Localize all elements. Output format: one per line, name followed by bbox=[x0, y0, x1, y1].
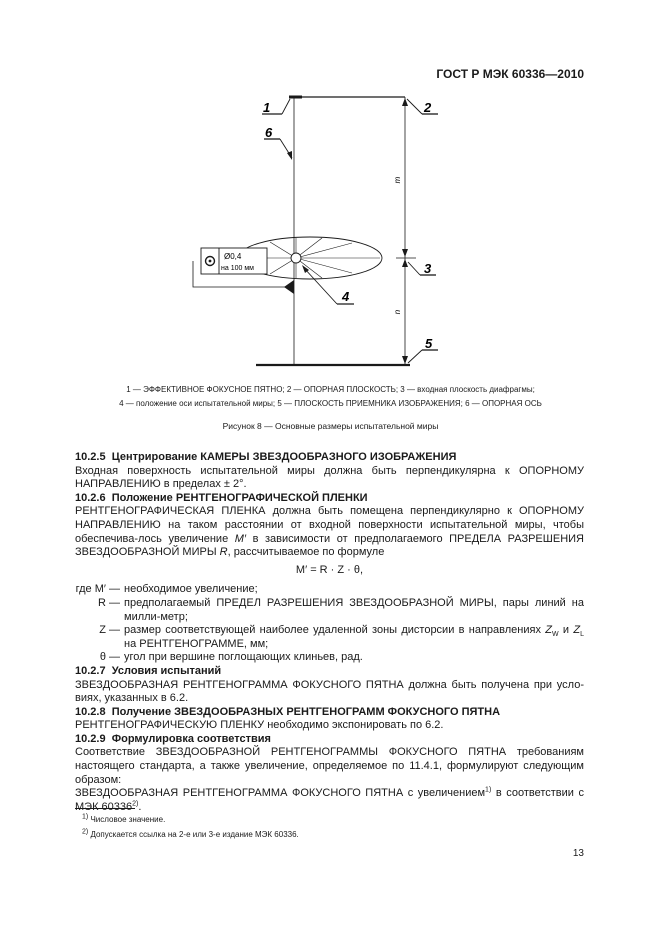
arrow-bottom bbox=[402, 356, 408, 364]
body-text bbox=[75, 451, 584, 814]
callout-6 bbox=[264, 125, 292, 160]
datum-triangle bbox=[284, 280, 294, 294]
page-number: 13 bbox=[572, 848, 584, 859]
definition-item: Z — размер соответствующей наиболее удаленной зоны дисторсии в направлениях $Z_W$ и $Z_L$ на РЕНТГЕНОГРАММЕ, мм; bbox=[99, 624, 584, 650]
section-10-2-5-heading: 10.2.5 Центрирование КАМЕРЫ ЗВЕЗДООБРАЗНОГО ИЗОБРАЖЕНИЯ bbox=[75, 451, 457, 463]
document-header: ГОСТ Р МЭК 60336—2010 bbox=[436, 67, 584, 81]
section-10-2-7-text: ЗВЕЗДООБРАЗНАЯ РЕНТГЕНОГРАММА ФОКУСНОГО ПЯТНА должна быть получена при усло-виях, указанных в 6.2. bbox=[75, 678, 584, 705]
section-10-2-8-text: РЕНТГЕНОГРАФИЧЕСКУЮ ПЛЕНКУ необходимо экспонировать по 6.2. bbox=[75, 719, 444, 732]
callout-2 bbox=[407, 99, 438, 115]
section-10-2-9-text: Соответствие ЗВЕЗДООБРАЗНОЙ РЕНТГЕНОГРАММЫ ФОКУСНОГО ПЯТНА требованиям настоящего стандарта, а также увеличение, определяемое по 11.4.1, формулируют следующим образом: bbox=[75, 746, 584, 786]
pattern-center bbox=[291, 253, 301, 263]
svg-text:2: 2 bbox=[424, 100, 432, 115]
section-10-2-5-text: Входная поверхность испытательной миры должна быть перпендикулярна к ОПОРНОМУ НАПРАВЛЕНИЮ в пределах ± 2°. bbox=[75, 464, 584, 491]
section-10-2-7-heading: 10.2.7 Условия испытаний bbox=[75, 664, 222, 677]
section-10-2-9-heading: 10.2.9 Формулировка соответствия bbox=[75, 732, 271, 745]
figure-caption: Рисунок 8 — Основные размеры испытательной миры bbox=[222, 421, 439, 431]
figure-legend-line-2: 4 — положение оси испытательной миры; 5 — ПЛОСКОСТЬ ПРИЕМНИКА ИЗОБРАЖЕНИЯ; 6 — ОПОРНАЯ ОСЬ bbox=[119, 399, 542, 408]
definition-item: θ — угол при вершине поглощающих клиньев, рад. bbox=[99, 651, 363, 664]
definition-item: R — предполагаемый ПРЕДЕЛ РАЗРЕШЕНИЯ ЗВЕЗДООБРАЗНОЙ МИРЫ, пары линий на милли-метр; bbox=[98, 596, 584, 623]
svg-text:5: 5 bbox=[425, 336, 433, 351]
footnote-1: $^{1)}$ Числовое значение. bbox=[82, 813, 166, 824]
dim-m-label: m bbox=[393, 176, 402, 184]
figure-8-diagram bbox=[0, 0, 661, 380]
definitions-list bbox=[75, 583, 584, 665]
arrow-mid-down bbox=[402, 259, 408, 267]
definition-item: где M′ — необходимое увеличение; bbox=[75, 583, 258, 596]
section-10-2-6-heading: 10.2.6 Положение РЕНТГЕНОГРАФИЧЕСКОЙ ПЛЕНКИ bbox=[75, 491, 368, 504]
callout-4 bbox=[302, 265, 354, 304]
callout-1 bbox=[262, 99, 290, 115]
per-label: на 100 мм bbox=[221, 265, 254, 272]
section-10-2-8-heading: 10.2.8 Получение ЗВЕЗДООБРАЗНЫХ РЕНТГЕНОГРАММ ФОКУСНОГО ПЯТНА bbox=[75, 705, 501, 718]
section-10-2-6-text: РЕНТГЕНОГРАФИЧЕСКАЯ ПЛЕНКА должна быть помещена перпендикулярно к ОПОРНОМУ НАПРАВЛЕНИЮ на таком расстоянии от входной поверхности испытательной миры, чтобы обеспечива-лось увеличение M′ в зависимости от предполагаемого ПРЕДЕЛА РАЗРЕШЕНИЯ ЗВЕЗДООБРАЗНОЙ МИРЫ R, рассчитываемое по формуле bbox=[75, 505, 584, 559]
diameter-label: Ø0,4 bbox=[224, 252, 242, 261]
footnote-rule bbox=[75, 808, 135, 809]
figure-legend-line-1: 1 — ЭФФЕКТИВНОЕ ФОКУСНОЕ ПЯТНО; 2 — ОПОРНАЯ ПЛОСКОСТЬ; 3 — входная плоскость диафрагмы; bbox=[126, 385, 535, 394]
section-10-2-9-text-2: ЗВЕЗДООБРАЗНАЯ РЕНТГЕНОГРАММА ФОКУСНОГО ПЯТНА с увеличением$^{1)}$ в соответствии с МЭК 60336$^{2)}$. bbox=[75, 786, 584, 813]
callout-3 bbox=[408, 261, 436, 276]
dim-n-label: n bbox=[393, 309, 402, 315]
callout-5 bbox=[408, 336, 438, 363]
arrow-mid-up bbox=[402, 249, 408, 257]
formula: M′ = R · Z · θ, bbox=[295, 563, 364, 576]
svg-text:3: 3 bbox=[424, 261, 432, 276]
footnote-2: $^{2)}$ Допускается ссылка на 2-е или 3-е издание МЭК 60336. bbox=[82, 828, 299, 839]
svg-text:1: 1 bbox=[263, 100, 271, 115]
svg-text:6: 6 bbox=[265, 125, 273, 140]
svg-text:4: 4 bbox=[342, 289, 350, 304]
